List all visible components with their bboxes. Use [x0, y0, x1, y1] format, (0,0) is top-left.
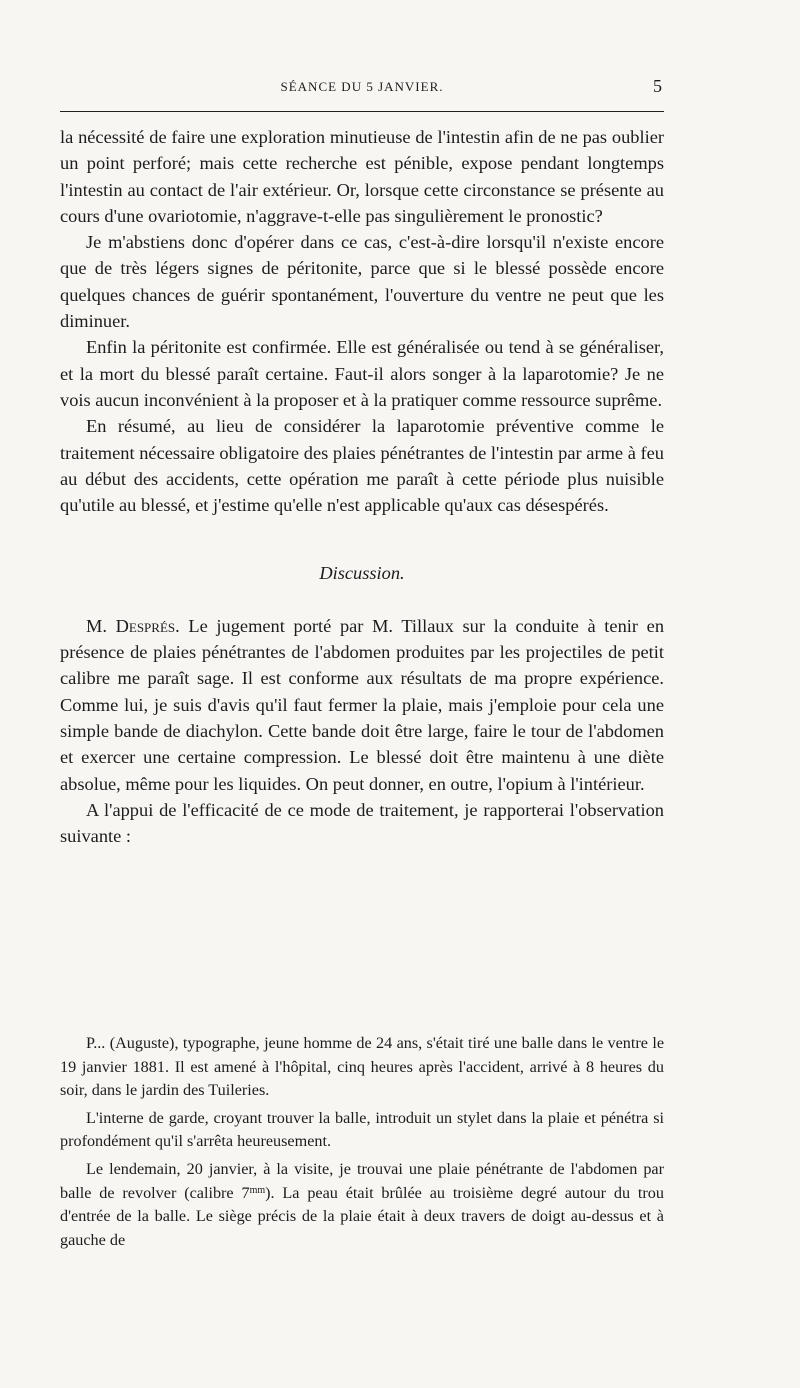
paragraph: Enfin la péritonite est confirmée. Elle est généralisée ou tend à se généraliser, et la mort du blessé paraît certaine. Faut-il alors songer à la laparotomie? Je ne vois aucun inconvénient à la proposer et à la pratiquer comme ressource suprême.	[60, 337, 664, 410]
discussion-heading: Discussion.	[319, 563, 405, 584]
paragraph: A l'appui de l'efficacité de ce mode de traitement, je rapporterai l'observation suivante :	[60, 799, 664, 847]
speaker-paragraph	[60, 613, 664, 797]
book-page	[60, 0, 664, 1388]
page-number: 5	[653, 76, 662, 96]
observation-text-after: ). La peau était brûlée au troisième degré autour du trou d'entrée de la balle. Le siège précis de la plaie était à deux travers de doigt au-dessus et à gauche de	[60, 1183, 664, 1249]
page-header	[60, 76, 664, 98]
observation-paragraph: P... (Auguste), typographe, jeune homme de 24 ans, s'était tiré une balle dans le ventre le 19 janvier 1881. Il est amené à l'hôpital, cinq heures après l'accident, arrivé à 8 heures du soir, dans le jardin des Tuileries.	[60, 1034, 664, 1100]
paragraph: Je m'abstiens donc d'opérer dans ce cas, c'est-à-dire lorsqu'il n'existe encore que de très légers signes de péritonite, parce que si le blessé possède encore quelques chances de guérir spontanément, l'ouverture du ventre ne peut que les diminuer.	[60, 232, 664, 332]
paragraph: En résumé, au lieu de considérer la laparotomie préventive comme le traitement nécessaire obligatoire des plaies pénétrantes de l'intestin par arme à feu au début des accidents, cette opération me paraît à cette période plus nuisible qu'utile au blessé, et j'estime qu'elle n'est applicable qu'aux cas désespérés.	[60, 416, 664, 516]
running-head: SÉANCE DU 5 JANVIER.	[280, 79, 444, 94]
observation-paragraph: L'interne de garde, croyant trouver la balle, introduit un stylet dans la plaie et pénétra si profondément qu'il s'arrêta heureusement.	[60, 1108, 664, 1151]
observation-text-before: Le lendemain, 20 janvier, à la visite, je trouvai une plaie pénétrante de l'abdomen par balle de revolver (calibre 7	[60, 1159, 664, 1202]
speaker-text: Le jugement porté par M. Tillaux sur la conduite à tenir en présence de plaies pénétrantes de l'abdomen produites par les projectiles de petit calibre me paraît sage. Il est conforme aux résultats de ma propre expérience. Comme lui, je suis d'avis qu'il faut fermer la plaie, mais j'emploie pour cela une simple bande de diachylon. Cette bande doit être large, faire le tour de l'abdomen et exercer une certaine compression. Le blessé doit être maintenu à une diète absolue, même pour les liquides. On peut donner, en outre, l'opium à l'intérieur.	[60, 615, 665, 794]
main-text	[60, 124, 664, 849]
paragraph-continuation: la nécessité de faire une exploration minutieuse de l'intestin afin de ne pas oublier un point perforé; mais cette recherche est pénible, expose pendant longtemps l'intestin au contact de l'air extérieur. Or, lorsque cette circonstance se présente au cours d'une ovariotomie, n'aggrave-t-elle pas singulièrement le pronostic?	[60, 127, 664, 226]
observation-paragraph	[60, 1158, 664, 1252]
observation-text	[60, 1032, 664, 1252]
speaker-name: M. Després.	[86, 615, 180, 636]
unit-superscript: mm	[249, 1184, 266, 1196]
header-rule	[60, 111, 664, 112]
